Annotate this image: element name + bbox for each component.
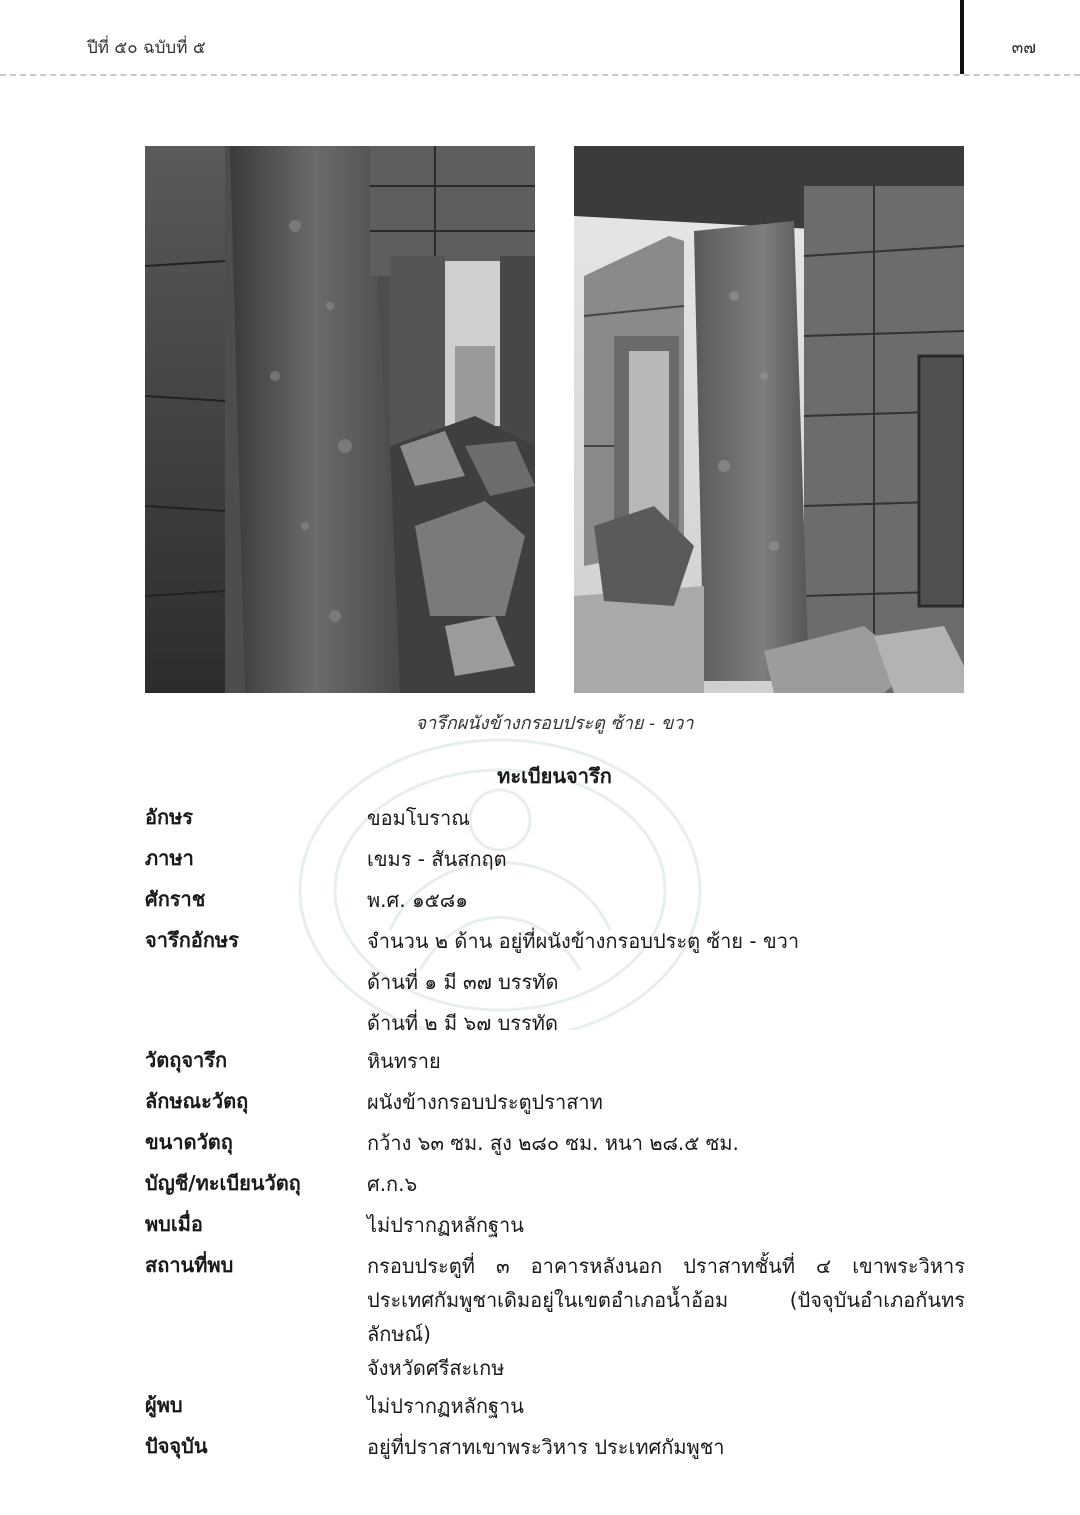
register-value: หินทราย xyxy=(367,1049,441,1073)
register-key: สถานที่พบ xyxy=(145,1253,234,1277)
register-row-inscription xyxy=(145,920,965,1040)
header-dashed-rule xyxy=(0,74,1080,76)
register-key: ภาษา xyxy=(145,846,194,870)
register-value: อยู่ที่ปราสาทเขาพระวิหาร ประเทศกัมพูชา xyxy=(367,1435,725,1459)
register-key: วัตถุจารึก xyxy=(145,1048,228,1072)
register-value: จังหวัดศรีสะเกษ xyxy=(367,1356,505,1380)
register-value: พ.ศ. ๑๕๘๑ xyxy=(367,888,468,912)
register-value: ด้านที่ ๑ มี ๓๗ บรรทัด xyxy=(367,970,559,994)
register-row-script xyxy=(145,797,965,838)
register-value: ด้านที่ ๒ มี ๖๗ บรรทัด xyxy=(367,1011,558,1035)
register-value: เขมร - สันสกฤต xyxy=(367,847,507,871)
register-key: จารึกอักษร xyxy=(145,928,239,952)
register-key: ศักราช xyxy=(145,887,206,911)
register-key: ขนาดวัตถุ xyxy=(145,1130,233,1154)
register-value: ขอมโบราณ xyxy=(367,806,470,830)
register-value: จำนวน ๒ ด้าน อยู่ที่ผนังข้างกรอบประตู ซ้าย - ขวา xyxy=(367,929,800,953)
register-key: ลักษณะวัตถุ xyxy=(145,1089,249,1113)
register-row-found-place xyxy=(145,1245,965,1385)
register-value: ผนังข้างกรอบประตูปราสาท xyxy=(367,1090,603,1114)
register-title: ทะเบียนจารึก xyxy=(497,764,612,788)
register-value: ไม่ปรากฏหลักฐาน xyxy=(367,1213,524,1237)
register-value: ประเทศกัมพูชาเดิมอยู่ในเขตอำเภอน้ำอ้อม (ปัจจุบันอำเภอกันทรลักษณ์) xyxy=(367,1288,965,1346)
register-value: กว้าง ๖๓ ซม. สูง ๒๘๐ ซม. หนา ๒๘.๕ ซม. xyxy=(367,1131,739,1155)
register-row-object-type xyxy=(145,1081,965,1122)
register-value: กรอบประตูที่ ๓ อาคารหลังนอก ปราสาทชั้นที่ ๔ เขาพระวิหาร xyxy=(367,1254,965,1278)
header-divider-bar xyxy=(960,0,964,74)
register-row-catalog xyxy=(145,1163,965,1204)
register-key: ผู้พบ xyxy=(145,1393,183,1417)
register-value: ไม่ปรากฏหลักฐาน xyxy=(367,1394,524,1418)
register-row-found-date xyxy=(145,1204,965,1245)
register-key: พบเมื่อ xyxy=(145,1212,203,1236)
doorjamb-left-photo xyxy=(145,146,535,693)
doorjamb-right-photo xyxy=(574,146,964,693)
figure-caption: จารึกผนังข้างกรอบประตู ซ้าย - ขวา xyxy=(415,713,694,734)
register-row-current-location xyxy=(145,1426,965,1467)
register-row-material xyxy=(145,1040,965,1081)
register-key: อักษร xyxy=(145,805,194,829)
register-row-finder xyxy=(145,1385,965,1426)
register-key: ปัจจุบัน xyxy=(145,1434,208,1458)
register-table xyxy=(145,797,965,1467)
register-row-dimensions xyxy=(145,1122,965,1163)
register-key: บัญชี/ทะเบียนวัตถุ xyxy=(145,1171,301,1195)
page-number: ๓๗ xyxy=(1011,38,1036,58)
register-row-era xyxy=(145,879,965,920)
register-value: ศ.ก.๖ xyxy=(367,1172,418,1196)
register-row-language xyxy=(145,838,965,879)
journal-issue: ปีที่ ๕๐ ฉบับที่ ๕ xyxy=(87,38,206,58)
